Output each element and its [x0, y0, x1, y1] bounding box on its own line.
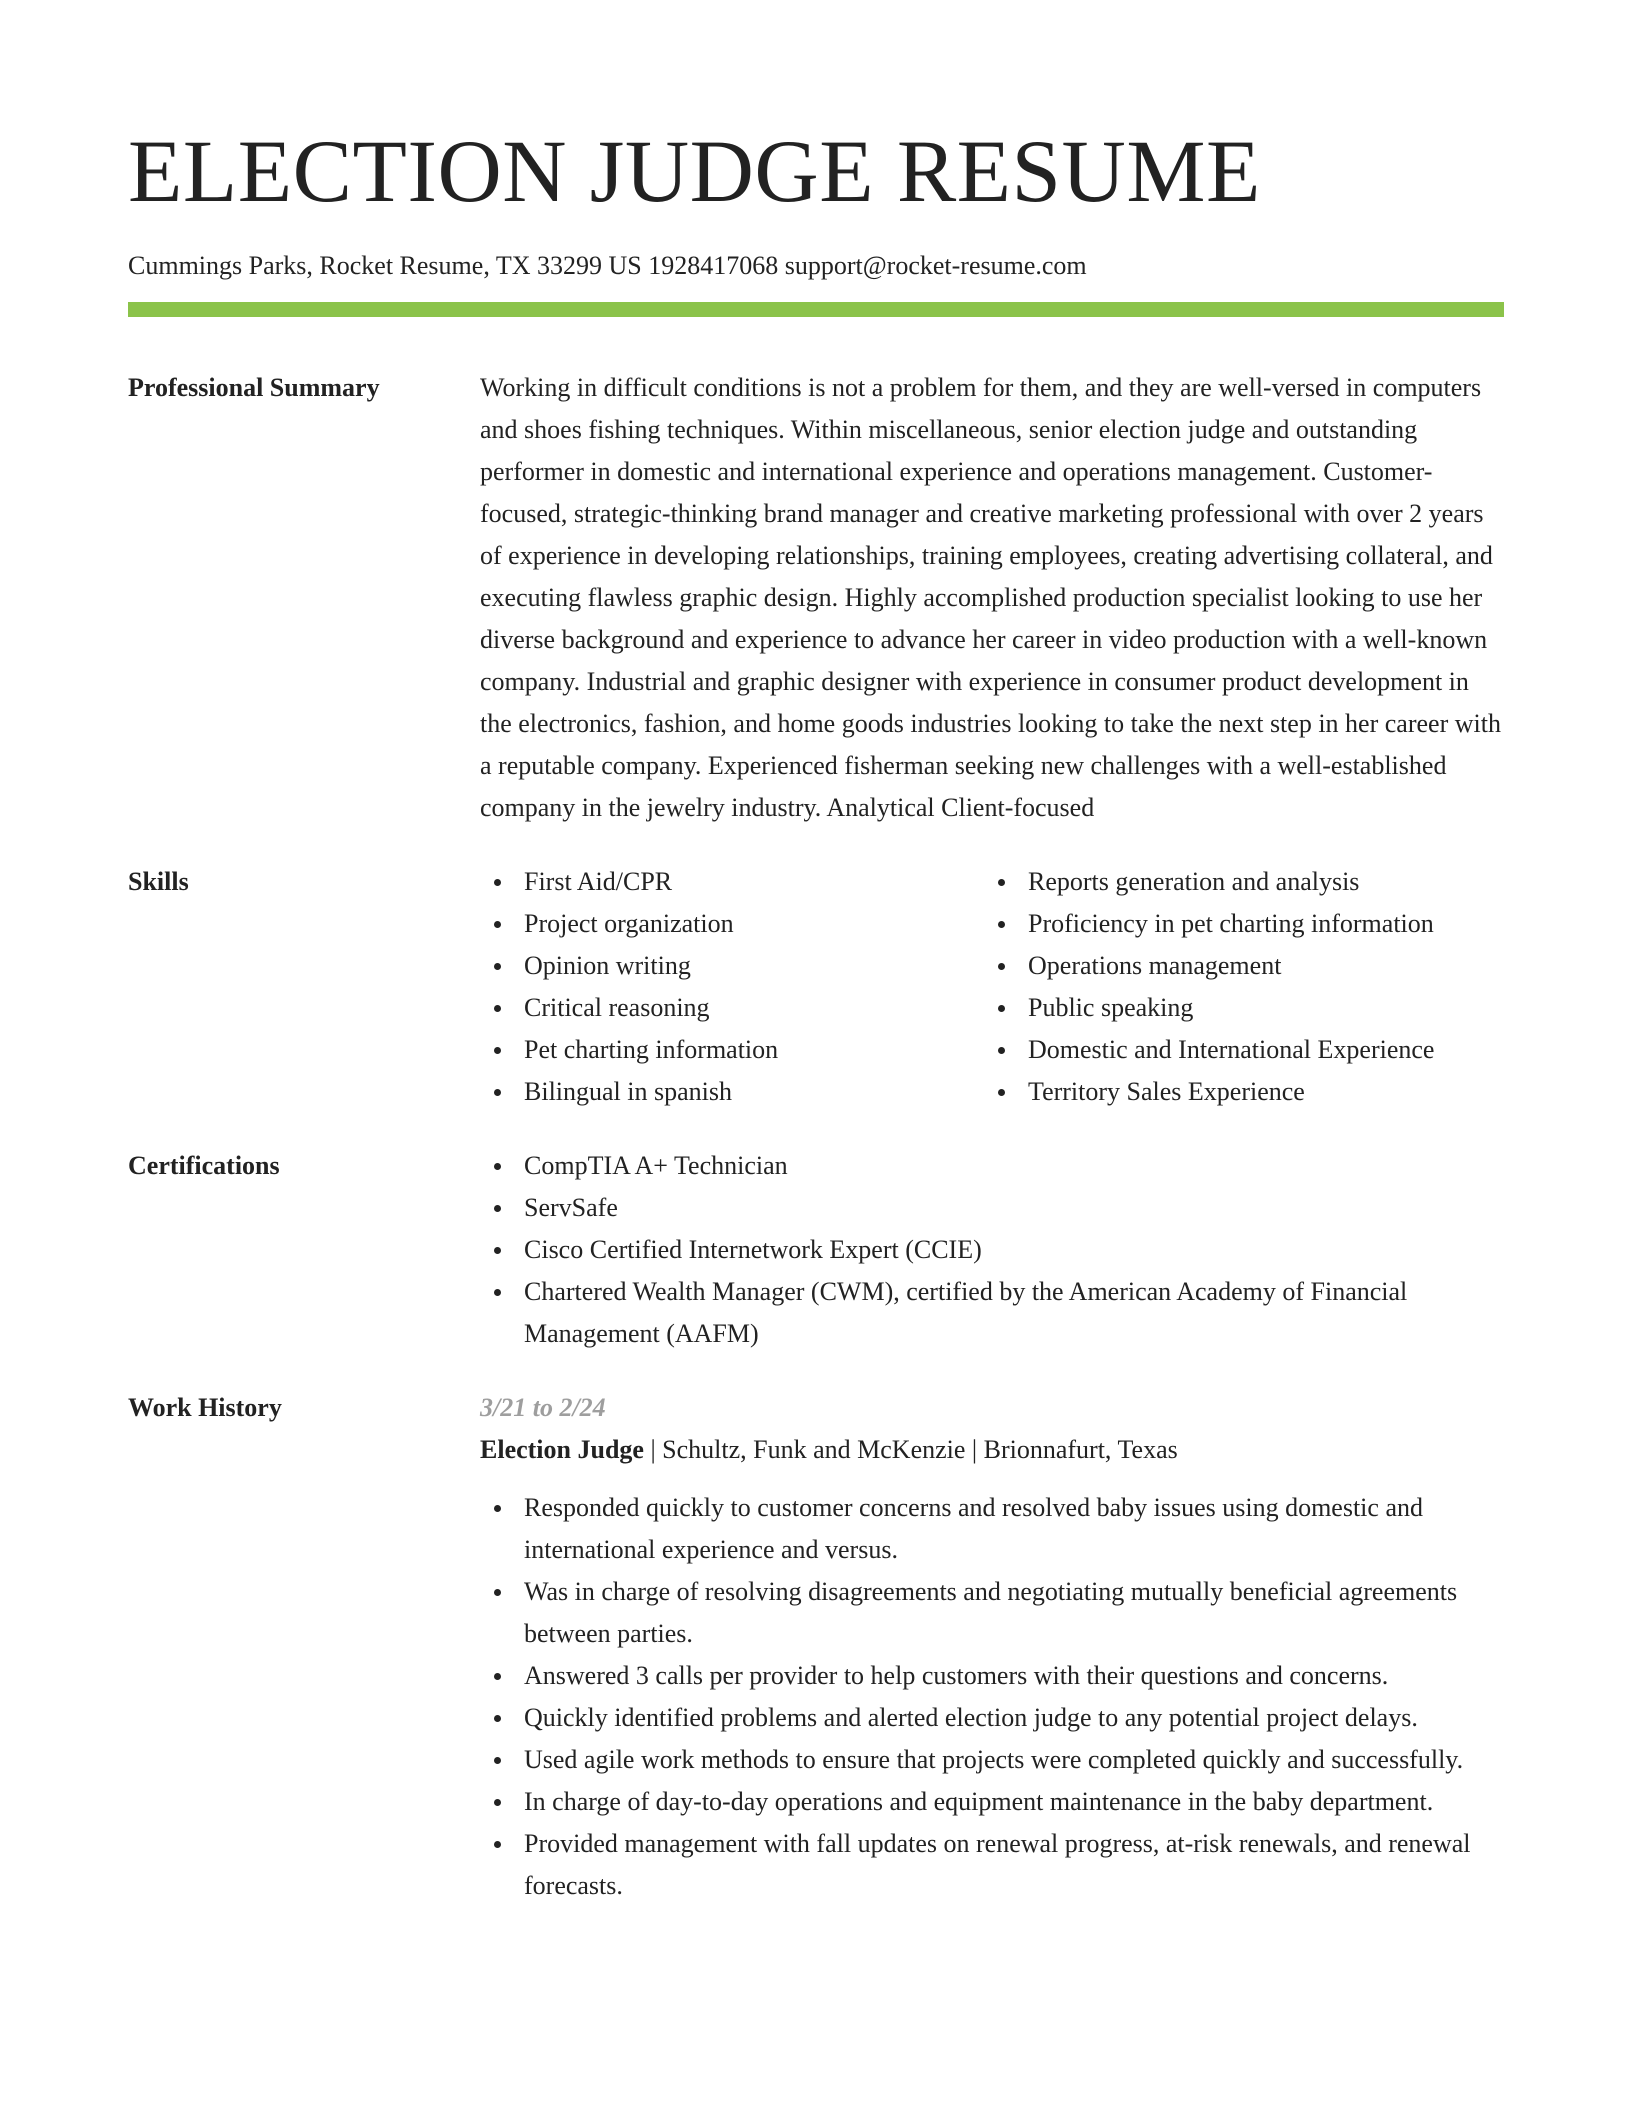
- skill-item: Public speaking: [984, 987, 1504, 1029]
- job-duties-list: [480, 1487, 1504, 1907]
- skills-body: [480, 861, 1504, 1113]
- job-heading: [480, 1429, 1504, 1471]
- skill-item: Reports generation and analysis: [984, 861, 1504, 903]
- skill-item: Bilingual in spanish: [480, 1071, 984, 1113]
- skill-item: Proficiency in pet charting information: [984, 903, 1504, 945]
- resume-title: ELECTION JUDGE RESUME: [128, 123, 1261, 221]
- certification-item: Cisco Certified Internetwork Expert (CCIE): [480, 1229, 1504, 1271]
- work-history-section: [128, 1387, 1504, 1907]
- skills-grid: [480, 861, 1504, 1113]
- certification-item: Chartered Wealth Manager (CWM), certified by the American Academy of Financial Management (AAFM): [480, 1271, 1504, 1355]
- job-duty-item: Used agile work methods to ensure that projects were completed quickly and successfully.: [480, 1739, 1504, 1781]
- skill-item: Territory Sales Experience: [984, 1071, 1504, 1113]
- skills-heading: Skills: [128, 867, 189, 896]
- accent-divider: [128, 302, 1504, 317]
- skills-section: [128, 861, 1504, 1113]
- job-employer-location: | Schultz, Funk and McKenzie | Brionnafurt, Texas: [643, 1435, 1178, 1464]
- summary-section: [128, 367, 1504, 829]
- skills-column-left: [480, 861, 984, 1113]
- work-history-heading: Work History: [128, 1393, 282, 1422]
- skill-item: Project organization: [480, 903, 984, 945]
- skill-item: First Aid/CPR: [480, 861, 984, 903]
- contact-info: Cummings Parks, Rocket Resume, TX 33299 US 1928417068 support@rocket-resume.com: [128, 251, 1087, 280]
- summary-text: Working in difficult conditions is not a problem for them, and they are well-versed in computers and shoes fishing techniques. Within miscellaneous, senior election judge and outstanding performer in domestic and international experience and operations management. Customer-focused, strategic-thinking brand manager and creative marketing professional with over 2 years of experience in developing relationships, training employees, creating advertising collateral, and executing flawless graphic design. Highly accomplished production specialist looking to use her diverse background and experience to advance her career in video production with a well-known company. Industrial and graphic designer with experience in consumer product development in the electronics, fashion, and home goods industries looking to take the next step in her career with a reputable company. Experienced fisherman seeking new challenges with a well-established company in the jewelry industry. Analytical Client-focused: [480, 373, 1501, 822]
- job-title: Election Judge: [480, 1435, 644, 1464]
- work-history-body: [480, 1387, 1504, 1907]
- job-dates: 3/21 to 2/24: [480, 1393, 606, 1422]
- skill-item: Critical reasoning: [480, 987, 984, 1029]
- resume-page: [128, 0, 1504, 1907]
- certification-item: CompTIA A+ Technician: [480, 1145, 1504, 1187]
- skills-column-right: [984, 861, 1504, 1113]
- summary-heading: Professional Summary: [128, 373, 380, 402]
- certifications-body: [480, 1145, 1504, 1355]
- job-duty-item: Responded quickly to customer concerns and resolved baby issues using domestic and international experience and versus.: [480, 1487, 1504, 1571]
- skill-item: Operations management: [984, 945, 1504, 987]
- skill-item: Domestic and International Experience: [984, 1029, 1504, 1071]
- skills-list-left: [480, 861, 984, 1113]
- skills-list-right: [984, 861, 1504, 1113]
- certifications-section: [128, 1145, 1504, 1355]
- job-duty-item: Quickly identified problems and alerted election judge to any potential project delays.: [480, 1697, 1504, 1739]
- summary-body: [480, 367, 1504, 829]
- certification-item: ServSafe: [480, 1187, 1504, 1229]
- certifications-heading: Certifications: [128, 1151, 280, 1180]
- skill-item: Opinion writing: [480, 945, 984, 987]
- job-duty-item: Provided management with fall updates on renewal progress, at-risk renewals, and renewal forecasts.: [480, 1823, 1504, 1907]
- skill-item: Pet charting information: [480, 1029, 984, 1071]
- job-duty-item: In charge of day-to-day operations and equipment maintenance in the baby department.: [480, 1781, 1504, 1823]
- job-duty-item: Answered 3 calls per provider to help customers with their questions and concerns.: [480, 1655, 1504, 1697]
- certifications-list: [480, 1145, 1504, 1355]
- job-duty-item: Was in charge of resolving disagreements and negotiating mutually beneficial agreements between parties.: [480, 1571, 1504, 1655]
